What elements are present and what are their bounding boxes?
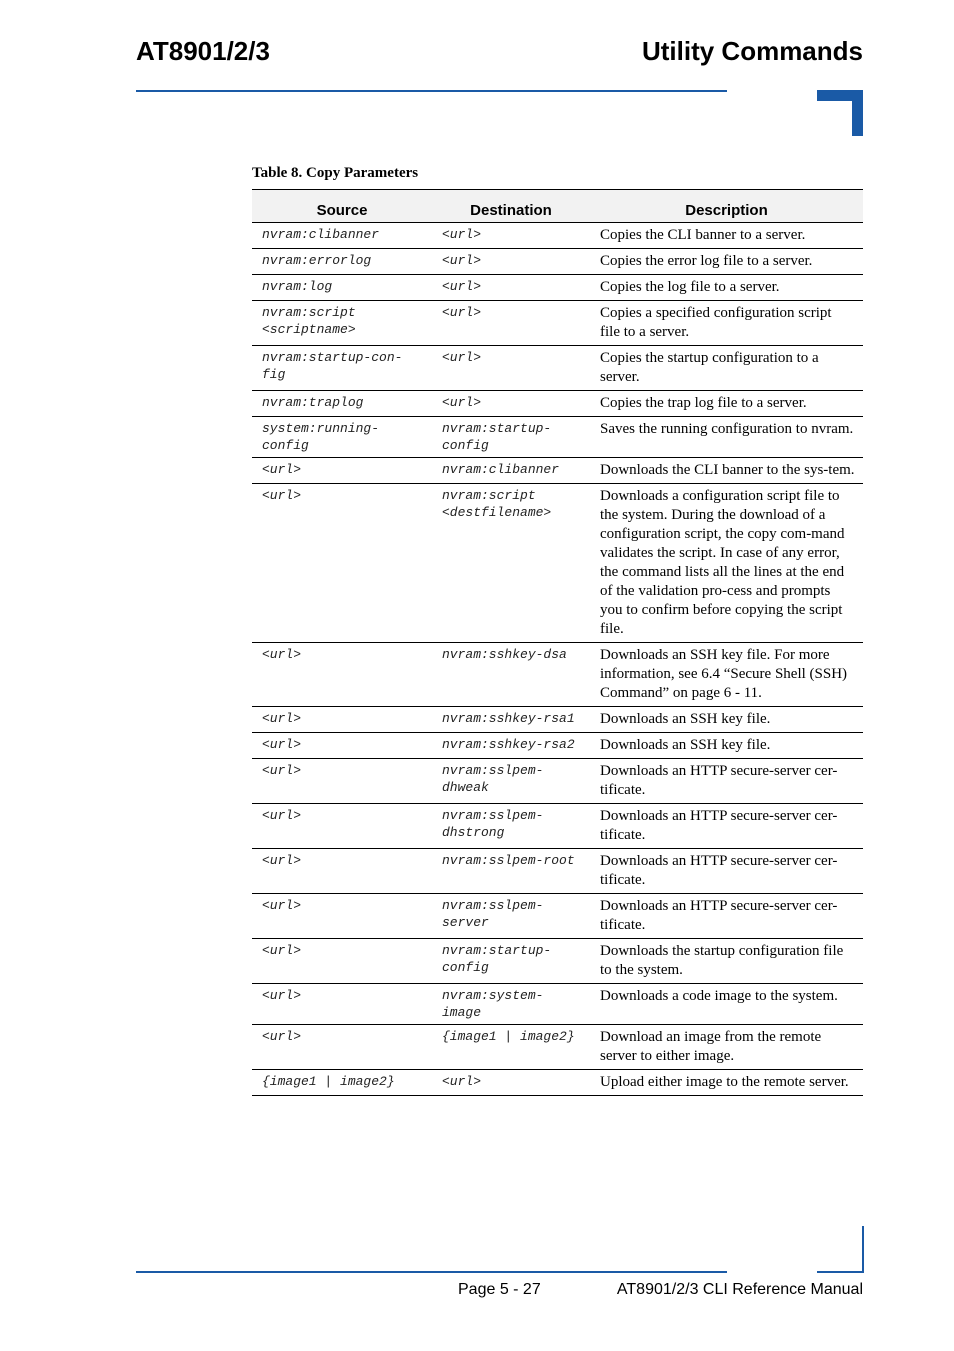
destination-cell: <url> [432, 346, 590, 391]
description-cell: Downloads the startup configuration file to the system. [590, 939, 863, 984]
destination-cell: <url> [432, 391, 590, 417]
table-row [252, 759, 863, 804]
description-cell: Download an image from the remote server to either image. [590, 1025, 863, 1070]
destination-cell: nvram:sslpem-dhstrong [432, 804, 590, 849]
destination-cell: <url> [432, 301, 590, 346]
source-cell: <url> [252, 484, 432, 643]
table-row [252, 346, 863, 391]
table-row [252, 939, 863, 984]
source-cell: nvram:clibanner [252, 223, 432, 249]
table-row [252, 643, 863, 707]
table-row [252, 249, 863, 275]
source-cell: <url> [252, 894, 432, 939]
source-cell: {image1 | image2} [262, 1074, 395, 1089]
destination-cell: nvram:clibanner [432, 458, 590, 484]
destination-cell: nvram:startup-config [432, 939, 590, 984]
description-cell: Copies the trap log file to a server. [590, 391, 863, 417]
corner-mark-top [817, 90, 863, 136]
table-header-row [252, 190, 863, 223]
description-cell: Copies the CLI banner to a server. [590, 223, 863, 249]
source-cell: <url> [252, 984, 432, 1025]
table-row [252, 733, 863, 759]
description-cell: Downloads an HTTP secure-server cer-tificate. [590, 804, 863, 849]
table-row [252, 1025, 863, 1070]
description-cell: Downloads a configuration script file to the system. During the download of a configuration script, the copy com-mand validates the script. In case of any error, the command lists all the lines at the end of the validation pro-cess and prompts you to confirm before copying the script file. [590, 484, 863, 643]
source-cell: system:running-config [252, 417, 432, 458]
source-cell: nvram:startup-con-fig [252, 346, 432, 391]
table-caption: Table 8. Copy Parameters [252, 165, 419, 181]
destination-cell: nvram:sshkey-rsa1 [432, 707, 590, 733]
description-cell: Copies the startup configuration to a server. [590, 346, 863, 391]
destination-cell: <url> [432, 223, 590, 249]
table-row [252, 417, 863, 458]
footer-rule-right [817, 1271, 864, 1273]
table-row [252, 301, 863, 346]
destination-cell: nvram:sslpem-root [432, 849, 590, 894]
description-cell: Upload either image to the remote server. [600, 1074, 849, 1090]
destination-cell: nvram:script <destfilename> [432, 484, 590, 643]
table-row [252, 223, 863, 249]
source-cell: nvram:errorlog [252, 249, 432, 275]
column-header-description: Description [590, 190, 863, 223]
description-cell: Downloads an HTTP secure-server cer-tificate. [590, 894, 863, 939]
source-cell: <url> [252, 849, 432, 894]
description-cell: Downloads an HTTP secure-server cer-tificate. [590, 849, 863, 894]
destination-cell: {image1 | image2} [432, 1025, 590, 1070]
source-cell: <url> [252, 707, 432, 733]
source-cell: <url> [252, 759, 432, 804]
source-cell: nvram:script <scriptname> [252, 301, 432, 346]
corner-mark-bottom [862, 1226, 864, 1272]
description-cell: Downloads an SSH key file. [590, 733, 863, 759]
description-cell: Downloads an HTTP secure-server cer-tificate. [590, 759, 863, 804]
section-title: Utility Commands [641, 36, 863, 66]
destination-cell: nvram:sshkey-rsa2 [432, 733, 590, 759]
table-row [252, 707, 863, 733]
table-row [252, 458, 863, 484]
description-cell: Copies the log file to a server. [590, 275, 863, 301]
description-cell: Downloads an SSH key file. [590, 707, 863, 733]
source-cell: <url> [252, 733, 432, 759]
source-cell: <url> [252, 643, 432, 707]
source-cell: <url> [252, 1025, 432, 1070]
table-row [252, 849, 863, 894]
source-cell: nvram:traplog [252, 391, 432, 417]
table-row [252, 484, 863, 643]
table-row [252, 804, 863, 849]
destination-cell: nvram:sshkey-dsa [432, 643, 590, 707]
destination-cell: nvram:sslpem-server [432, 894, 590, 939]
destination-cell: nvram:system-image [432, 984, 590, 1025]
header-rule [136, 90, 727, 92]
manual-name: AT8901/2/3 CLI Reference Manual [616, 1281, 863, 1298]
destination-cell: <url> [432, 249, 590, 275]
description-cell: Copies a specified configuration script file to a server. [590, 301, 863, 346]
destination-cell: <url> [432, 275, 590, 301]
page-number: Page 5 - 27 [458, 1281, 541, 1298]
destination-cell: nvram:sslpem-dhweak [432, 759, 590, 804]
source-cell: <url> [252, 458, 432, 484]
table-row [252, 391, 863, 417]
column-header-source: Source [252, 190, 432, 223]
source-cell: <url> [252, 804, 432, 849]
destination-cell: <url> [442, 1074, 482, 1089]
description-cell: Saves the running configuration to nvram. [590, 417, 863, 458]
table-row [252, 1070, 863, 1096]
description-cell: Downloads a code image to the system. [590, 984, 863, 1025]
description-cell: Copies the error log file to a server. [590, 249, 863, 275]
destination-cell: nvram:startup-config [432, 417, 590, 458]
source-cell: nvram:log [252, 275, 432, 301]
source-cell: <url> [252, 939, 432, 984]
column-header-destination: Destination [432, 190, 590, 223]
table-row [252, 894, 863, 939]
copy-parameters-table [252, 189, 863, 1096]
description-cell: Downloads an SSH key file. For more information, see 6.4 “Secure Shell (SSH) Command” on page 6 - 11. [590, 643, 863, 707]
footer-rule [136, 1271, 727, 1273]
description-cell: Downloads the CLI banner to the sys-tem. [590, 458, 863, 484]
table-row [252, 275, 863, 301]
table-row [252, 984, 863, 1025]
document-title: AT8901/2/3 [136, 36, 270, 66]
